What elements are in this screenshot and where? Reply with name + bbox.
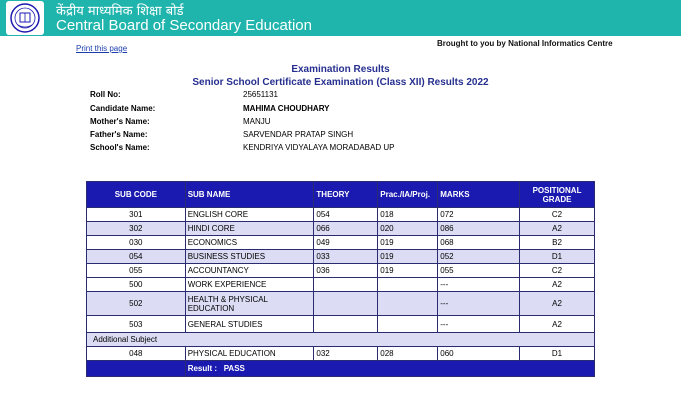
theory-cell: 054 <box>314 208 378 222</box>
marks-cell: 086 <box>438 222 520 236</box>
sub-name-cell: GENERAL STUDIES <box>185 316 314 333</box>
header-marks: MARKS <box>438 182 520 208</box>
header-positional-grade: POSITIONAL GRADE <box>520 182 595 208</box>
table-row <box>87 222 595 236</box>
marks-table <box>86 181 595 377</box>
mother-name-value: MANJU <box>243 117 271 126</box>
exam-name-heading: Senior School Certificate Examination (Class XII) Results 2022 <box>192 77 489 88</box>
sub-code-cell: 301 <box>87 208 186 222</box>
marks-cell: 055 <box>438 264 520 278</box>
sub-name-cell: BUSINESS STUDIES <box>185 250 314 264</box>
sub-code-cell: 302 <box>87 222 186 236</box>
theory-cell <box>314 292 378 316</box>
marks-cell: 060 <box>438 347 520 361</box>
theory-cell: 066 <box>314 222 378 236</box>
theory-cell: 036 <box>314 264 378 278</box>
practical-cell: 019 <box>378 264 438 278</box>
grade-cell: D1 <box>520 250 595 264</box>
additional-subject-label: Additional Subject <box>87 333 595 347</box>
practical-cell: 019 <box>378 250 438 264</box>
school-name-label: School's Name: <box>90 143 150 152</box>
sub-name-cell: PHYSICAL EDUCATION <box>185 347 314 361</box>
sub-name-cell: ACCOUNTANCY <box>185 264 314 278</box>
grade-cell: C2 <box>520 208 595 222</box>
practical-cell: 020 <box>378 222 438 236</box>
result-text: Result : PASS <box>185 361 594 377</box>
sub-code-cell: 502 <box>87 292 186 316</box>
sub-code-cell: 503 <box>87 316 186 333</box>
marks-cell: 052 <box>438 250 520 264</box>
table-row <box>87 264 595 278</box>
grade-cell: A2 <box>520 292 595 316</box>
marks-cell: --- <box>438 316 520 333</box>
practical-cell: 019 <box>378 236 438 250</box>
roll-no-label: Roll No: <box>90 90 121 99</box>
practical-cell <box>378 316 438 333</box>
cbse-emblem-icon <box>6 1 44 35</box>
grade-cell: A2 <box>520 222 595 236</box>
candidate-name-label: Candidate Name: <box>90 104 156 113</box>
table-row <box>87 278 595 292</box>
sub-name-cell: WORK EXPERIENCE <box>185 278 314 292</box>
marks-cell: 072 <box>438 208 520 222</box>
table-row <box>87 250 595 264</box>
grade-cell: C2 <box>520 264 595 278</box>
grade-cell: A2 <box>520 278 595 292</box>
sub-code-cell: 030 <box>87 236 186 250</box>
theory-cell: 032 <box>314 347 378 361</box>
practical-cell <box>378 278 438 292</box>
table-row <box>87 208 595 222</box>
father-name-value: SARVENDAR PRATAP SINGH <box>243 130 354 139</box>
additional-subject-row <box>87 333 595 347</box>
school-name-value: KENDRIYA VIDYALAYA MORADABAD UP <box>243 143 395 152</box>
theory-cell: 049 <box>314 236 378 250</box>
sub-code-cell: 055 <box>87 264 186 278</box>
sub-name-cell: ECONOMICS <box>185 236 314 250</box>
table-row <box>87 316 595 333</box>
theory-cell <box>314 278 378 292</box>
header-sub-code: SUB CODE <box>87 182 186 208</box>
table-header-row <box>87 182 595 208</box>
site-header <box>0 0 681 36</box>
marks-cell: 068 <box>438 236 520 250</box>
grade-cell: D1 <box>520 347 595 361</box>
mother-name-label: Mother's Name: <box>90 117 150 126</box>
header-sub-name: SUB NAME <box>185 182 314 208</box>
practical-cell: 028 <box>378 347 438 361</box>
header-english-title: Central Board of Secondary Education <box>56 17 312 34</box>
result-row <box>87 361 595 377</box>
sub-code-cell: 048 <box>87 347 186 361</box>
grade-cell: A2 <box>520 316 595 333</box>
marks-cell: --- <box>438 278 520 292</box>
sub-code-cell: 500 <box>87 278 186 292</box>
table-row <box>87 347 595 361</box>
table-row <box>87 236 595 250</box>
result-spacer-cell <box>87 361 186 377</box>
candidate-name-value: MAHIMA CHOUDHARY <box>243 104 330 113</box>
header-hindi-title: केंद्रीय माध्यमिक शिक्षा बोर्ड <box>56 4 184 19</box>
sub-name-cell: ENGLISH CORE <box>185 208 314 222</box>
sub-name-cell: HINDI CORE <box>185 222 314 236</box>
cbse-logo <box>6 1 44 35</box>
marks-cell: --- <box>438 292 520 316</box>
header-theory: THEORY <box>314 182 378 208</box>
father-name-label: Father's Name: <box>90 130 148 139</box>
print-page-link[interactable]: Print this page <box>76 44 128 53</box>
theory-cell <box>314 316 378 333</box>
grade-cell: B2 <box>520 236 595 250</box>
practical-cell <box>378 292 438 316</box>
sub-code-cell: 054 <box>87 250 186 264</box>
sub-name-cell: HEALTH & PHYSICAL EDUCATION <box>185 292 314 316</box>
brought-by-text: Brought to you by National Informatics Centre <box>437 39 613 48</box>
theory-cell: 033 <box>314 250 378 264</box>
results-heading: Examination Results <box>291 64 390 75</box>
roll-no-value: 25651131 <box>243 90 278 99</box>
practical-cell: 018 <box>378 208 438 222</box>
header-practical: Prac./IA/Proj. <box>378 182 438 208</box>
table-row <box>87 292 595 316</box>
